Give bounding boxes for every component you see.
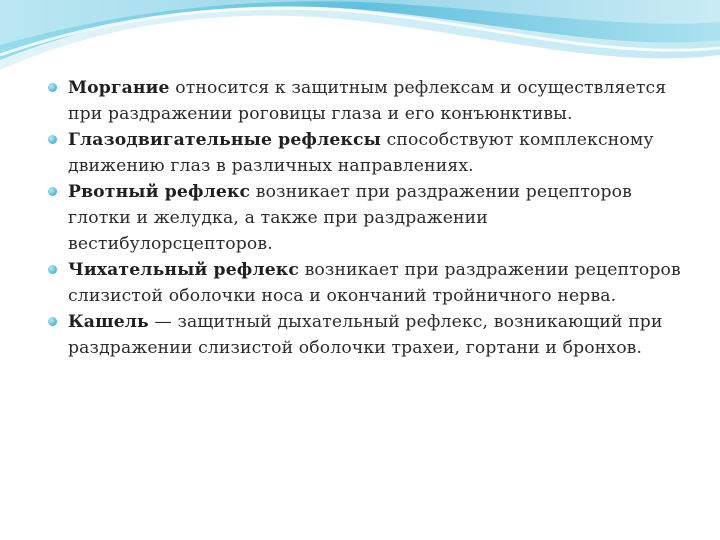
item-text: [68, 179, 692, 257]
list-item-cough: [42, 309, 692, 361]
item-term: Рвотный рефлекс: [68, 182, 251, 202]
item-description: возникает при раздражении рецепторов слизистой оболочки носа и окончаний тройничного нерва.: [68, 260, 681, 306]
item-text: [68, 309, 692, 361]
item-text: [68, 127, 692, 179]
item-description: способствуют комплексному движению глаз в различных направлениях.: [68, 130, 654, 176]
bullet-list: [42, 75, 692, 361]
item-term: Кашель: [68, 312, 149, 332]
item-text: [68, 75, 692, 127]
list-item-vomiting: [42, 179, 692, 257]
bullet-icon: [48, 265, 57, 274]
item-text: [68, 257, 692, 309]
bullet-icon: [48, 83, 57, 92]
item-term: Глазодвигательные рефлексы: [68, 130, 381, 150]
item-term: Чихательный рефлекс: [68, 260, 299, 280]
list-item-oculomotor: [42, 127, 692, 179]
bullet-icon: [48, 135, 57, 144]
list-item-sneezing: [42, 257, 692, 309]
bullet-icon: [48, 187, 57, 196]
bullet-icon: [48, 317, 57, 326]
list-item-blinking: [42, 75, 692, 127]
item-description: относится к защитным рефлексам и осуществляется при раздражении роговицы глаза и его конъюнктивы.: [68, 78, 667, 124]
item-description: возникает при раздражении рецепторов глотки и желудка, а также при раздражении вестибулорсцепторов.: [68, 182, 633, 254]
item-term: Моргание: [68, 78, 170, 98]
item-description: — защитный дыхательный рефлекс, возникающий при раздражении слизистой оболочки трахеи, гортани и бронхов.: [68, 312, 663, 358]
